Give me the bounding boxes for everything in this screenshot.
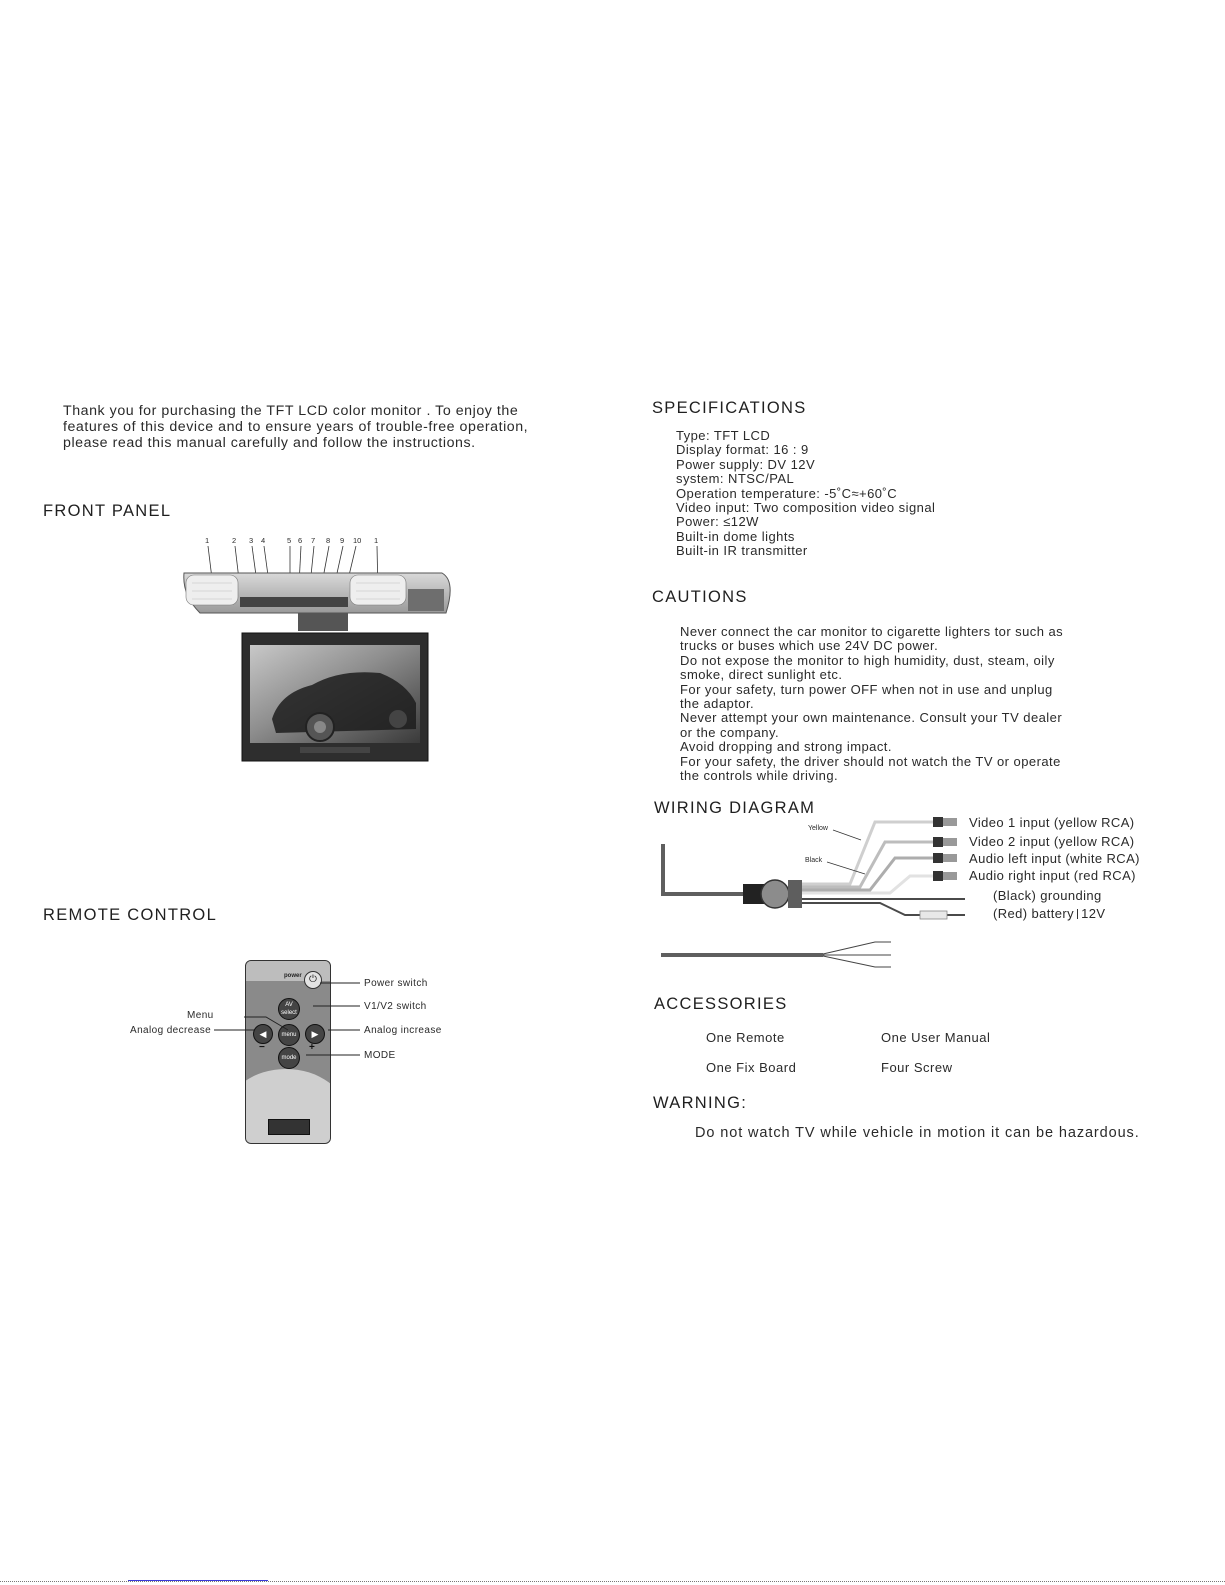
caution-line: trucks or buses which use 24V DC power. <box>680 638 939 654</box>
spec-item: Built-in dome lights <box>676 528 795 544</box>
intro-line: Thank you for purchasing the TFT LCD color monitor . To enjoy the <box>63 403 519 419</box>
minus-sign: − <box>259 1042 265 1053</box>
front-panel-figure <box>180 533 460 773</box>
callout-number: 6 <box>298 536 303 545</box>
caution-line: the adaptor. <box>680 696 755 712</box>
triangle-left-icon: ◀ <box>259 1029 267 1039</box>
menu-button[interactable]: menu <box>278 1024 300 1046</box>
callout-number: 5 <box>287 536 292 545</box>
callout-number: 3 <box>249 536 254 545</box>
audio-left-label: Audio left input (white RCA) <box>969 851 1140 866</box>
mode-button[interactable]: mode <box>278 1047 300 1069</box>
warning-heading: WARNING: <box>653 1094 748 1112</box>
remote-control-heading: REMOTE CONTROL <box>43 906 218 924</box>
wiring-diagram-heading: WIRING DIAGRAM <box>654 799 816 817</box>
plus-sign: + <box>309 1042 315 1053</box>
remote-leader-lines <box>200 970 370 1070</box>
remote-logo <box>268 1119 310 1135</box>
video2-label: Video 2 input (yellow RCA) <box>969 834 1135 849</box>
black-wire-label: Black <box>805 857 823 864</box>
accessory-item: One User Manual <box>881 1030 991 1045</box>
power-icon: ⏻ <box>309 974 317 985</box>
caution-line: Never attempt your own maintenance. Consult your TV dealer <box>680 710 1063 726</box>
video1-label: Video 1 input (yellow RCA) <box>969 815 1135 830</box>
caution-line: the controls while driving. <box>680 768 839 784</box>
spec-item: Display format: 16 : 9 <box>676 442 809 458</box>
callout-number: 10 <box>353 536 362 545</box>
callout-number: 1 <box>374 536 379 545</box>
intro-line: features of this device and to ensure years of trouble-free operation, <box>63 419 529 435</box>
mode-label: MODE <box>364 1050 396 1061</box>
spec-item: Power supply: DV 12V <box>676 456 816 472</box>
callout-number: 7 <box>311 536 316 545</box>
spec-item: Video input: Two composition video signal <box>676 500 936 516</box>
yellow-wire-label: Yellow <box>808 825 828 832</box>
spec-item: Operation temperature: -5˚C≈+60˚C <box>676 485 898 501</box>
accessories-heading: ACCESSORIES <box>654 995 788 1013</box>
callout-number: 2 <box>232 536 237 545</box>
cautions-list <box>680 625 1063 783</box>
caution-line: For your safety, turn power OFF when not in use and unplug <box>680 681 1053 697</box>
caution-line: Do not expose the monitor to high humidity, dust, steam, oily <box>680 652 1055 668</box>
footer-link-underline <box>128 1580 268 1581</box>
specifications-list <box>676 429 935 559</box>
warning-text: Do not watch TV while vehicle in motion it can be hazardous. <box>695 1125 1140 1141</box>
accessory-item: Four Screw <box>881 1060 953 1075</box>
spec-item: Built-in IR transmitter <box>676 543 808 559</box>
grounding-label: (Black) grounding <box>993 888 1102 903</box>
audio-right-label: Audio right input (red RCA) <box>969 868 1136 883</box>
cautions-heading: CAUTIONS <box>652 588 748 606</box>
specifications-heading: SPECIFICATIONS <box>652 399 807 417</box>
fuse-icon <box>1077 909 1078 919</box>
callout-number: 1 <box>205 536 210 545</box>
caution-line: Never connect the car monitor to cigarette lighters tor such as <box>680 624 1064 639</box>
triangle-right-icon: ▶ <box>311 1029 319 1039</box>
wiring-diagram-illustration <box>655 812 965 972</box>
accessory-item: One Remote <box>706 1030 785 1045</box>
callout-number: 4 <box>261 536 266 545</box>
caution-line: For your safety, the driver should not watch the TV or operate <box>680 753 1061 769</box>
menu-label: Menu <box>187 1010 214 1021</box>
intro-line: please read this manual carefully and follow the instructions. <box>63 435 476 451</box>
caution-line: Avoid dropping and strong impact. <box>680 739 892 755</box>
spec-item: Type: TFT LCD <box>676 428 771 443</box>
power-switch-label: Power switch <box>364 978 428 989</box>
analog-increase-label: Analog increase <box>364 1025 442 1036</box>
spec-item: Power: ≤12W <box>676 514 759 530</box>
footer-rule <box>0 1581 1225 1582</box>
analog-decrease-label: Analog decrease <box>130 1025 212 1036</box>
monitor-illustration <box>180 533 460 773</box>
v1v2-switch-label: V1/V2 switch <box>364 1001 427 1012</box>
callout-number: 9 <box>340 536 345 545</box>
intro-paragraph <box>63 403 583 451</box>
caution-line: smoke, direct sunlight etc. <box>680 667 843 683</box>
power-label: power <box>284 973 302 979</box>
callout-number: 8 <box>326 536 331 545</box>
av-select-button[interactable]: AV select <box>278 998 300 1020</box>
spec-item: system: NTSC/PAL <box>676 471 795 487</box>
battery-label: (Red) battery 12V <box>993 906 1106 921</box>
caution-line: or the company. <box>680 724 780 740</box>
front-panel-heading: FRONT PANEL <box>43 502 172 520</box>
accessory-item: One Fix Board <box>706 1060 797 1075</box>
